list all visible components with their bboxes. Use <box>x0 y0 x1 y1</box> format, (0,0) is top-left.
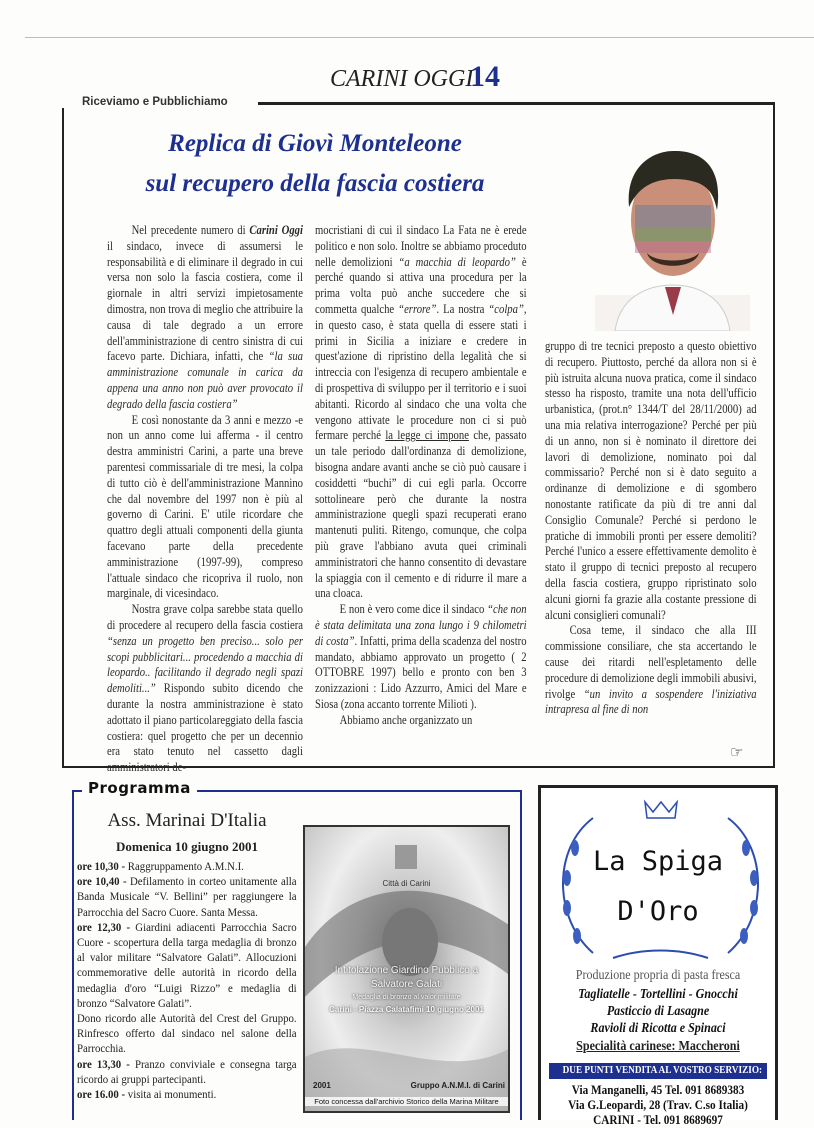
programma-text: Dono ricordo alle Autorità del Crest del Gruppo. Rinfresco offerto dal sindaco nel salone della Parrocchia. <box>77 1011 297 1056</box>
poster-group: Gruppo A.N.M.I. di Carini <box>410 1081 505 1090</box>
poster-credit: Foto concessa dall'archivio Storico della Marina Militare <box>305 1097 508 1106</box>
paragraph: Abbiamo anche organizzato un <box>339 711 473 727</box>
programma-text: Raggruppamento A.M.N.I. <box>125 859 244 873</box>
ad-band-text: DUE PUNTI VENDITA AL VOSTRO SERVIZIO: <box>562 1065 763 1076</box>
paragraph: Nostra grave colpa sarebbe stata quello di procedere al recupero della fascia costiera “senza un progetto ben preciso... solo per scopi pubblicitari... procedendo a macchia di leopardo.. facilitando il degrado negli spazi demoliti...” Rispondo subito dicendo che durante la nostra amministrazione è stato adottato il piano particolareggiato della fascia costiera: quel progetto che per un decennio era stato tenuto nel cassetto dagli amministratori de- <box>107 601 303 775</box>
poster-city: Città di Carini <box>382 879 431 888</box>
paragraph: mocristiani di cui il sindaco La Fata ne è erede politico e non solo. Inoltre se abbiamo proceduto nelle demolizioni “a macchia di leopardo” è perché quando si attiva una procedura per la prima volta può anche succedere che si commetta qualche “errore”. La nostra “colpa”, in questo caso, è stata quella di essere stati i primi in Sicilia a iniziare e credere in quest'azione di ripristino della legalità che si intreccia con l'esigenza di recupero ambientale e di prospettiva di sviluppo per il territorio e i suoi abitanti. Ricordo al sindaco che una volta che vengono attivate le procedure non ci si può fermare perché la legge ci impone che, passato un tale periodo dall'ordinanza di demolizione, bisogna andare avanti anche se ciò può causare i cosiddetti “buchi” di cui egli parla. Occorre sottolineare però che durante la nostra amministrazione quegli spazi recuperati erano mantenuti puliti. Ritengo, comunque, che colpa più grave l'abbiano avuta quei criminali amministratori che hanno consentito di devastare la spiaggia con il cemento e di ridurre il mare a una cloaca. <box>315 222 527 601</box>
poster-line2: Salvatore Galati <box>370 979 443 990</box>
ad-product: Tagliatelle - Tortellini - Gnocchi <box>578 987 738 1002</box>
ad-name-line1: La Spiga <box>592 846 724 877</box>
programma-item <box>77 859 297 874</box>
article-column-3 <box>545 338 757 717</box>
programma-item <box>77 874 297 920</box>
poster-year: 2001 <box>313 1081 331 1090</box>
ad-address: Via Manganelli, 45 Tel. 091 8689383 <box>571 1083 745 1097</box>
pointing-hand-icon: ☞ <box>730 745 744 761</box>
paragraph: E non è vero come dice il sindaco “che non è stata delimitata una zona lungo i 9 chilometri di costa”. Infatti, prima della scadenza del nostro mandato, abbiamo approvato un progetto ( 2 OTTOBRE 1997) bello e pronto con ben 3 zonizzazioni : Lido Azzurro, Amici del Mare e Siosa (zona accanto torrente Milioti ). <box>315 601 527 711</box>
paragraph: Nel precedente numero di Carini Oggi il sindaco, invece di assumersi le responsabilità e di eliminare il degrado in cui versa non solo la fascia costiera, come il giornale in altri servizi impietosamente dimostra, non trova di meglio che attribuire la causa di tale degrado a un errore dell'amministrazione di centro sinistra di cui facevo parte. Dichiara, infatti, che “la sua amministrazione comunale in carica da appena una anno non può aver provocato il degrado della fascia costiera” <box>107 222 303 411</box>
ad-product: Pasticcio di Lasagne <box>606 1004 710 1019</box>
divider <box>258 102 775 105</box>
poster-line1: Intitolazione Giardino Pubblico a <box>334 965 479 976</box>
section-label: Riceviamo e Pubblichiamo <box>62 96 234 108</box>
article-column-1 <box>107 222 303 775</box>
paragraph: E così nonostante da 3 anni e mezzo -e non un anno come lui afferma - il centro destra amministri Carini, a parte una breve parentesi commissariale di tre mesi, la colpa di tutto ciò è dell'amministrazione Mannino che dal novembre del 1997 non è più al governo di Carini. E' utile ricordare che quattro degli attuali componenti della giunta facevano parte della precedente amministrazione (1997-99), compreso l'attuale sindaco che ricopriva il ruolo, non marginale, di vicesindaco. <box>107 411 303 601</box>
paragraph: gruppo di tre tecnici preposto a questo obiettivo di recupero. Piuttosto, perché da allora non si è più istruita alcuna nuova pratica, come il sindaco stesso ha risposto, tramite una nota dell'ufficio urbanistica, (prot.n° 1344/T del 28/11/2000) ad una mia relativa interrogazione? Perché per più di un anno, non si è nominato il direttore dei lavori di demolizione, nominato poi dal commissario? Perché non si è dato seguito a ordinanze di demolizione e di sgombero nonostante ratificate da più di tre anni dal Consiglio Comunale? Perché si perdono le pratiche di immobili pronti per essere demoliti? Perché l'unico a essere effettivamente demolito è stato il gruppo di tecnici preposto al recupero della fascia costiera, gruppo ripristinato solo alcuni giorni fa grazie alla costante pressione di alcuni consiglieri comunali? <box>545 338 757 622</box>
programma-organization: Ass. Marinai D'Italia <box>107 810 267 831</box>
ad-product: Ravioli di Ricotta e Spinaci <box>590 1021 726 1036</box>
programma-item <box>77 1087 297 1102</box>
article-title-line2: sul recupero della fascia costiera <box>145 170 485 197</box>
programma-text: Pranzo conviviale e consegna targa ricordo ai gruppi partecipanti. <box>77 1056 297 1086</box>
page-number: 14 <box>470 60 500 93</box>
programma-item <box>77 1011 297 1057</box>
programma-heading: Programma <box>82 779 197 797</box>
wheat-wreath-icon <box>553 798 768 963</box>
programma-time: ore 12,30 - <box>77 919 131 934</box>
poster-line3: Medaglia di bronzo al valor militare <box>352 994 461 1001</box>
event-poster <box>303 825 510 1113</box>
paragraph: Cosa teme, il sindaco che alla III commissione consiliare, che sta accertando le cause dei ritardi nell'espletamento delle procedure di demolizione degli immobili abusivi, rivolge “un invito a sospendere l'iniziativa intrapresa al fine di non <box>545 622 757 717</box>
ad-address: CARINI - Tel. 091 8689697 <box>593 1113 723 1127</box>
ad-band <box>549 1063 767 1079</box>
top-rule <box>25 37 814 38</box>
masthead-title: CARINI OGGI <box>330 66 474 92</box>
ad-address: Via G.Leopardi, 28 (Trav. C.so Italia) <box>568 1098 748 1112</box>
ad-name-line2: D'Oro <box>617 896 699 927</box>
article-column-2 <box>315 222 527 728</box>
programma-date: Domenica 10 giugno 2001 <box>116 839 258 854</box>
programma-item <box>77 920 297 1011</box>
ad-specialty: Specialità carinese: Maccheroni <box>576 1039 740 1054</box>
programma-text: Defilamento in corteo unitamente alla Banda Musicale “V. Bellini” per raggiungere la Parrocchia del Sacro Cuore. Santa Messa. <box>77 874 297 919</box>
article-title-line1: Replica di Giovì Monteleone <box>168 130 462 157</box>
programma-time: ore 10,40 - <box>77 874 127 889</box>
programma-text: Giardini adiacenti Parrocchia Sacro Cuore - scopertura della targa medaglia di bronzo al valor militare “Salvatore Galati”. Allocuzioni commemorative delle autorità in ricordo della medaglia d'oro “Luigi Rizzo” e medaglia di bronzo “Salvatore Galati”. <box>77 919 297 1010</box>
programma-time: ore 16.00 - <box>77 1087 126 1102</box>
programma-list <box>77 859 297 1102</box>
programma-time: ore 13,30 - <box>77 1056 130 1071</box>
author-photo <box>595 145 750 331</box>
programma-time: ore 10,30 - <box>77 859 126 873</box>
ad-tagline: Produzione propria di pasta fresca <box>575 968 741 983</box>
advertisement-la-spiga-doro <box>538 785 778 1127</box>
masthead <box>330 60 500 100</box>
programma-item <box>77 1057 297 1087</box>
poster-line4: Carini - Piazza Calatafimi 10 giugno 2001 <box>329 1005 484 1014</box>
programma-text: visita ai monumenti. <box>125 1087 217 1102</box>
